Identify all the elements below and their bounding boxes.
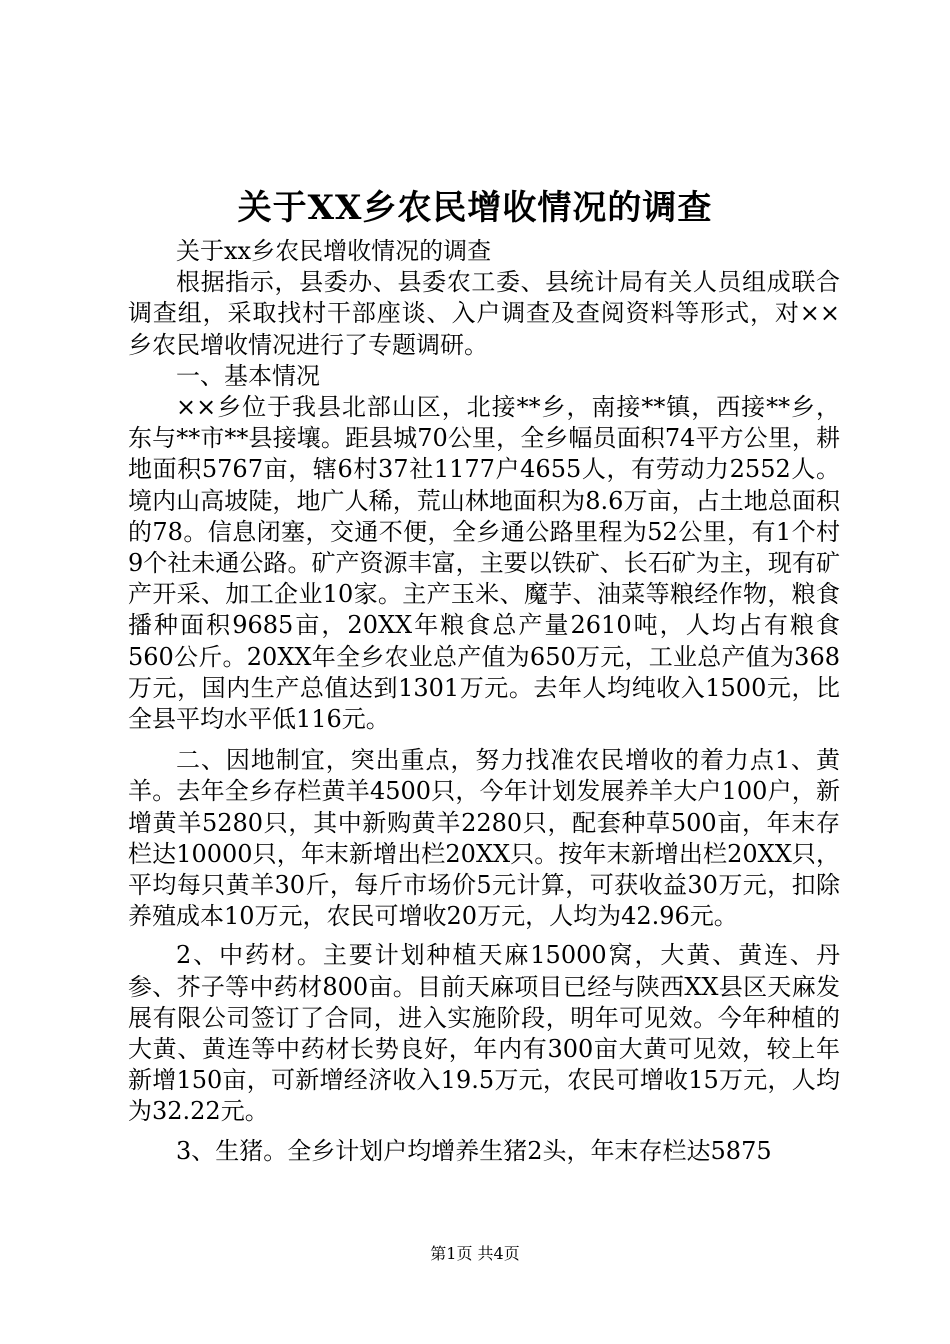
basic-info-paragraph: ××乡位于我县北部山区，北接**乡，南接**镇，西接**乡，东与**市**县接壤。距县城70公里，全乡幅员面积74平方公里，耕地面积5767亩，辖6村37社1177户4655人，有劳动力2552人。境内山高坡陡，地广人稀，荒山林地面积为8.6万亩，占土地总面积的78。信息闭塞，交通不便，全乡通公路里程为52公里，有1个村9个社未通公路。矿产资源丰富，主要以铁矿、长石矿为主，现有矿产开采、加工企业10家。主产玉米、魔芋、油菜等粮经作物，粮食播种面积9685亩，20XX年粮食总产量2610吨，人均占有粮食560公斤。20XX年全乡农业总产值为650万元，工业总产值为368万元，国内生产总值达到1301万元。去年人均纯收入1500元，比全县平均水平低116元。 (128, 393, 840, 734)
section-goat-paragraph: 二、因地制宜，突出重点，努力找准农民增收的着力点1、黄羊。去年全乡存栏黄羊4500只，今年计划发展养羊大户100户，新增黄羊5280只，其中新购黄羊2280只，配套种草500亩，年末存栏达10000只，年末新增出栏20XX只。按年末新增出栏20XX只，平均每只黄羊30斤，每斤市场价5元计算，可获收益30万元，扣除养殖成本10万元，农民可增收20万元，人均为42.96元。 (128, 746, 840, 931)
subtitle-paragraph: 关于xx乡农民增收情况的调查 (176, 237, 492, 265)
pigs-paragraph: 3、生猪。全乡计划户均增养生猪2头，年末存栏达5875 (176, 1136, 772, 1165)
document-body (128, 236, 840, 1167)
intro-paragraph: 根据指示，县委办、县委农工委、县统计局有关人员组成联合调查组，采取找村干部座谈、入户调查及查阅资料等形式，对××乡农民增收情况进行了专题调研。 (128, 268, 840, 359)
section-heading-basic: 一、基本情况 (176, 361, 320, 390)
document-title: 关于XX乡农民增收情况的调查 (237, 188, 713, 228)
herbs-paragraph: 2、中药材。主要计划种植天麻15000窝，大黄、黄连、丹参、芥子等中药材800亩。目前天麻项目已经与陕西XX县区天麻发展有限公司签订了合同，进入实施阶段，明年可见效。今年种植的大黄、黄连等中药材长势良好，年内有300亩大黄可见效，较上年新增150亩，可新增经济收入19.5万元，农民可增收15万元，人均为32.22元。 (128, 941, 840, 1126)
page-footer: 第1页 共4页 (430, 1244, 520, 1263)
